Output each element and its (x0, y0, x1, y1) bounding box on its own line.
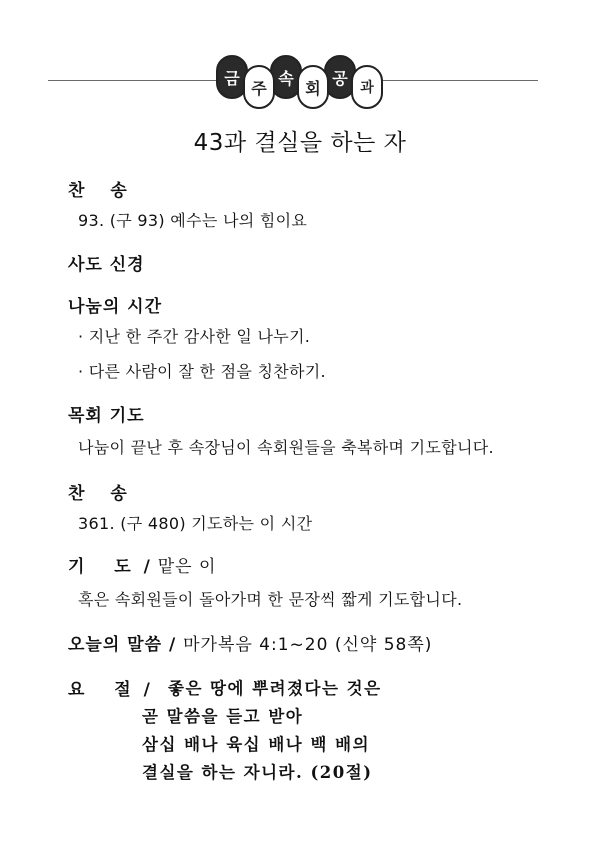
header-badge (216, 59, 383, 105)
header-pill: 금 (216, 55, 248, 99)
memory-verse-line: 곧 말씀을 듣고 받아 (142, 707, 304, 726)
header-pill: 과 (351, 65, 383, 109)
cell-prayer-text: 나눔이 끝난 후 속장님이 속회원들을 축복하며 기도합니다. (78, 438, 494, 457)
sharing-item: · 지난 한 주간 감사한 일 나누기. (78, 327, 311, 346)
slash: / (143, 557, 151, 577)
memory-verse-label: 요 절 (68, 680, 137, 700)
word-heading-label: 오늘의 말씀 (68, 635, 163, 655)
memory-verse-line: 좋은 땅에 뿌려졌다는 것은 (168, 679, 382, 698)
prayer-heading (68, 552, 216, 577)
memory-verse-line: 결실을 하는 자니라. (20절) (142, 763, 373, 782)
sharing-item: · 다른 사람이 잘 한 점을 칭찬하기. (78, 362, 326, 381)
header-pill: 주 (243, 65, 275, 109)
slash: / (143, 680, 151, 700)
sharing-heading: 나눔의 시간 (68, 297, 163, 317)
word-heading (68, 630, 432, 655)
memory-verse-line: 삼십 배나 육십 배나 백 배의 (142, 735, 371, 754)
scripture-reference: 마가복음 4:1~20 (신약 58쪽) (183, 635, 433, 655)
prayer-heading-label: 기 도 (68, 557, 137, 577)
header-pill: 속 (270, 55, 302, 99)
creed-heading: 사도 신경 (68, 255, 145, 275)
memory-verse-heading (68, 675, 151, 700)
cell-prayer-heading: 목회 기도 (68, 406, 145, 426)
header-pill: 회 (297, 65, 329, 109)
hymn-text: 361. (구 480) 기도하는 이 시간 (78, 514, 313, 533)
prayer-text: 혹은 속회원들이 돌아가며 한 문장씩 짧게 기도합니다. (78, 590, 463, 609)
hymn-text: 93. (구 93) 예수는 나의 힘이요 (78, 211, 308, 230)
lesson-title: 43과 결실을 하는 자 (193, 130, 407, 156)
slash: / (168, 635, 177, 655)
header-pill: 공 (324, 55, 356, 99)
hymn-heading: 찬 송 (68, 181, 137, 201)
hymn-heading: 찬 송 (68, 484, 137, 504)
prayer-leader: 맡은 이 (157, 557, 217, 577)
